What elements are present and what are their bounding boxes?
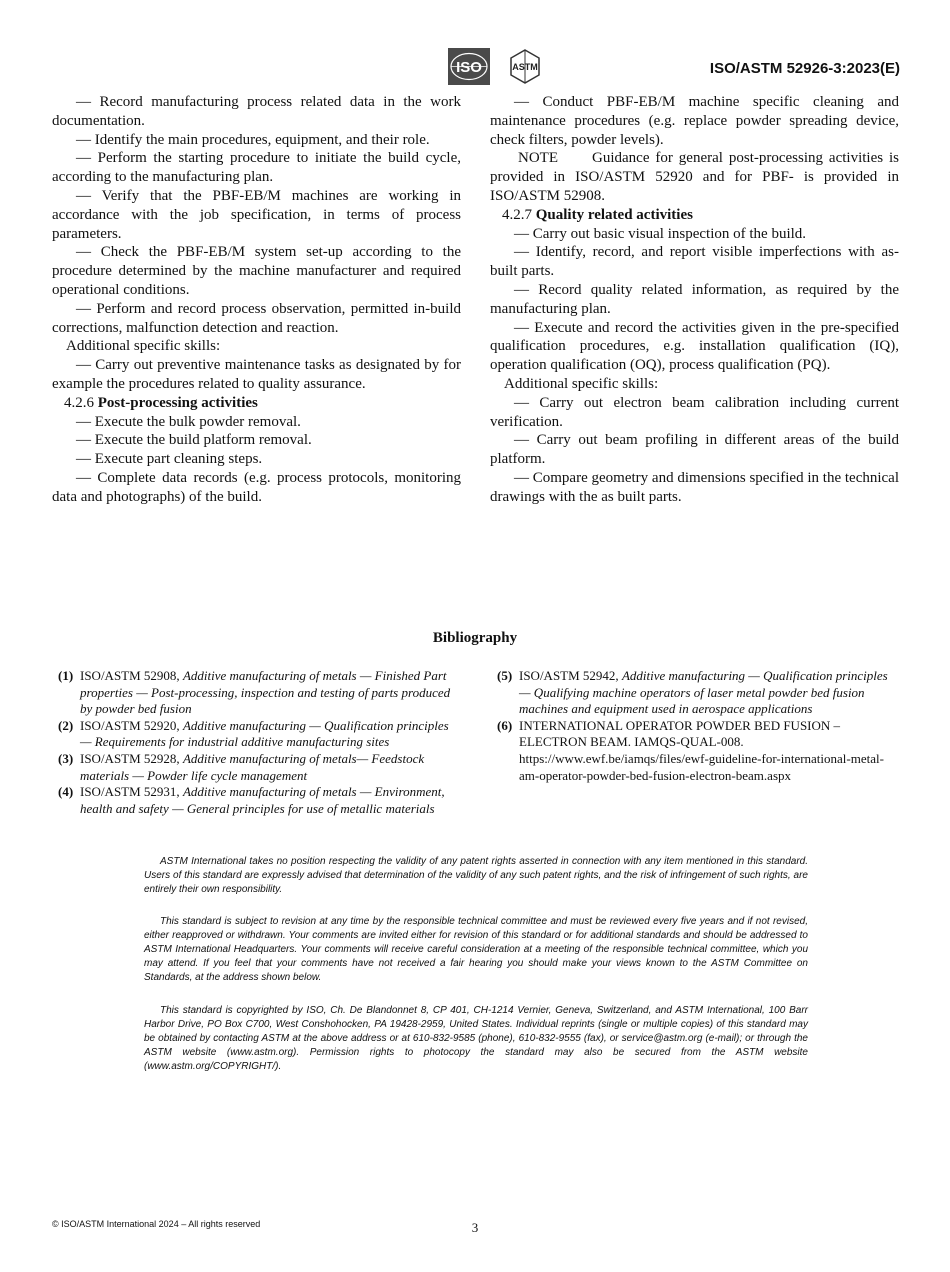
right-paragraph: — Conduct PBF-EB/M machine specific cleaning and maintenance procedures (e.g. replace powder spreading device, check filters, powder levels). [490,94,899,148]
bibliography-title-text: Additive manufacturing — Qualification principles — Requirements for industrial additive manufacturing sites [80,717,449,750]
bibliography-ref: ISO/ASTM 52931, [80,784,180,800]
right-paragraph: — Compare geometry and dimensions specified in the technical drawings with the as built parts. [490,469,899,505]
patent-disclaimer: ASTM International takes no position respecting the validity of any patent rights asserted in connection with any item mentioned in this standard. Users of this standard are expressly advised that determination of the validity of any such patent rights, and the risk of infringement of such rights, are entirely their own responsibility. [144,856,808,895]
note-label: NOTE [518,150,558,167]
right-paragraph: — Carry out beam profiling in different areas of the build platform. [490,432,899,468]
bibliography-title-text: Additive manufacturing of metals — Environment, health and safety — General principles for use of metallic materials [80,784,445,816]
section-title: Quality related activities [535,206,693,223]
bibliography-ref: INTERNATIONAL OPERATOR POWDER BED FUSION – ELECTRON BEAM. IAMQS-QUAL-008. https://www.ewf.be/iamqs/files/ewf-guideline-for-international-metal-am-operator-powder-bed-fusion-electron-beam.aspx [519,717,884,783]
bibliography-item [58,718,456,751]
right-paragraph: — Carry out electron beam calibration including current verification. [490,394,899,430]
bibliography-title-text: Additive manufacturing of metals— Feedstock materials — Powder life cycle management [80,750,425,783]
section-heading-4-2-7 [490,206,899,225]
bibliography-number: (3) [58,750,74,766]
bibliography-right [497,668,901,784]
iso-logo [448,48,490,85]
left-paragraph: — Check the PBF-EB/M system set-up according to the procedure determined by the machine manufacturer and required operational conditions. [52,244,461,298]
section-heading-4-2-6 [52,394,461,413]
bibliography-number: (5) [497,668,513,683]
standard-code: ISO/ASTM 52926-3:2023(E) [709,60,900,77]
header-logos [448,48,544,85]
bibliography-ref: ISO/ASTM 52942, [519,668,619,683]
left-paragraph: — Execute part cleaning steps. [76,451,263,468]
left-paragraph: — Perform the starting procedure to initiate the build cycle, according to the manufacturing plan. [52,150,461,186]
bibliography-item [58,751,456,784]
page-number: 3 [471,1220,479,1235]
right-paragraph: — Identify, record, and report visible imperfections with as-built parts. [490,244,899,280]
note-text: Guidance for general post-processing activities is provided in ISO/ASTM 52920 and for PBF- is provided in ISO/ASTM 52908. [490,150,899,204]
astm-logo [506,48,544,85]
bibliography-ref: ISO/ASTM 52920, [80,717,180,733]
left-paragraph: — Record manufacturing process related data in the work documentation. [52,94,461,129]
bibliography-item [58,668,456,718]
left-paragraph: — Perform and record process observation, permitted in-build corrections, malfunction detection and reaction. [52,300,461,336]
right-column [490,93,899,507]
note [490,149,899,205]
astm-logo-icon [506,48,544,85]
right-paragraph: — Record quality related information, as required by the manufacturing plan. [490,281,899,317]
right-paragraph: — Execute and record the activities given in the pre-specified qualification procedures, e.g. installation qualification (IQ), operation qualification (OQ), process qualification (PQ). [490,319,899,374]
left-paragraph: — Verify that the PBF-EB/M machines are working in accordance with the job specification, in terms of process parameters. [52,187,461,242]
bibliography-number: (2) [58,717,74,733]
section-title: Post-processing activities [97,394,258,411]
left-paragraph: — Identify the main procedures, equipment, and their role. [76,131,430,148]
bibliography-item [497,668,901,718]
left-paragraph: — Execute the build platform removal. [76,432,312,449]
section-number: 4.2.7 [502,206,532,223]
bibliography-item [497,718,901,784]
revision-disclaimer: This standard is subject to revision at any time by the responsible technical committee and must be reviewed every five years and if not revised, either reapproved or withdrawn. Your comments are invited either for revision of this standard or for additional standards and should be addressed to ASTM International Headquarters. Your comments will receive careful consideration at a meeting of the responsible technical committee, which you may attend. If you feel that your comments have not received a fair hearing you should make your views known to the ASTM Committee on Standards, at the address shown below. [144,916,808,983]
additional-skills-label: Additional specific skills: [504,375,659,392]
bibliography-number: (4) [58,784,74,800]
section-number: 4.2.6 [64,394,94,411]
right-paragraph: — Carry out basic visual inspection of the build. [514,225,807,242]
bibliography-title-text: Additive manufacturing of metals — Finished Part properties — Post-processing, inspection and testing of parts produced by powder bed fusion [80,668,451,717]
iso-logo-text: ISO [456,59,482,76]
bibliography-item [58,784,456,817]
additional-skills-label: Additional specific skills: [66,338,221,355]
bibliography-title-text: Additive manufacturing — Qualification principles — Qualifying machine operators of laser metal powder bed fusion machines and equipment used in aerospace applications [519,668,888,717]
bibliography-ref: ISO/ASTM 52908, [80,668,180,683]
footer-copyright: © ISO/ASTM International 2024 – All rights reserved [52,1219,261,1229]
copyright-disclaimer: This standard is copyrighted by ISO, Ch. De Blandonnet 8, CP 401, CH-1214 Vernier, Geneva, Switzerland, and ASTM International, 100 Barr Harbor Drive, PO Box C700, West Conshohocken, PA 19428-2959, United States. Individual reprints (single or multiple copies) of this standard may be obtained by contacting ASTM at the above address or at 610-832-9585 (phone), 610-832-9555 (fax), or service@astm.org (e-mail); or through the ASTM website (www.astm.org). Permission rights to photocopy the standard may also be secured from the ASTM website (www.astm.org/COPYRIGHT/). [144,1005,808,1072]
left-paragraph: — Carry out preventive maintenance tasks as designated by for example the procedures related to quality assurance. [52,357,461,392]
left-column [52,93,461,507]
astm-logo-text: ASTM [512,62,538,72]
bibliography-left [58,668,456,817]
bibliography-number: (6) [497,717,513,733]
iso-logo-icon [448,48,490,85]
left-paragraph: — Execute the bulk powder removal. [76,413,301,430]
left-paragraph: — Complete data records (e.g. process protocols, monitoring data and photographs) of the build. [52,469,461,505]
bibliography-title: Bibliography [432,630,518,646]
bibliography-ref: ISO/ASTM 52928, [80,750,180,766]
bibliography-number: (1) [58,668,74,683]
